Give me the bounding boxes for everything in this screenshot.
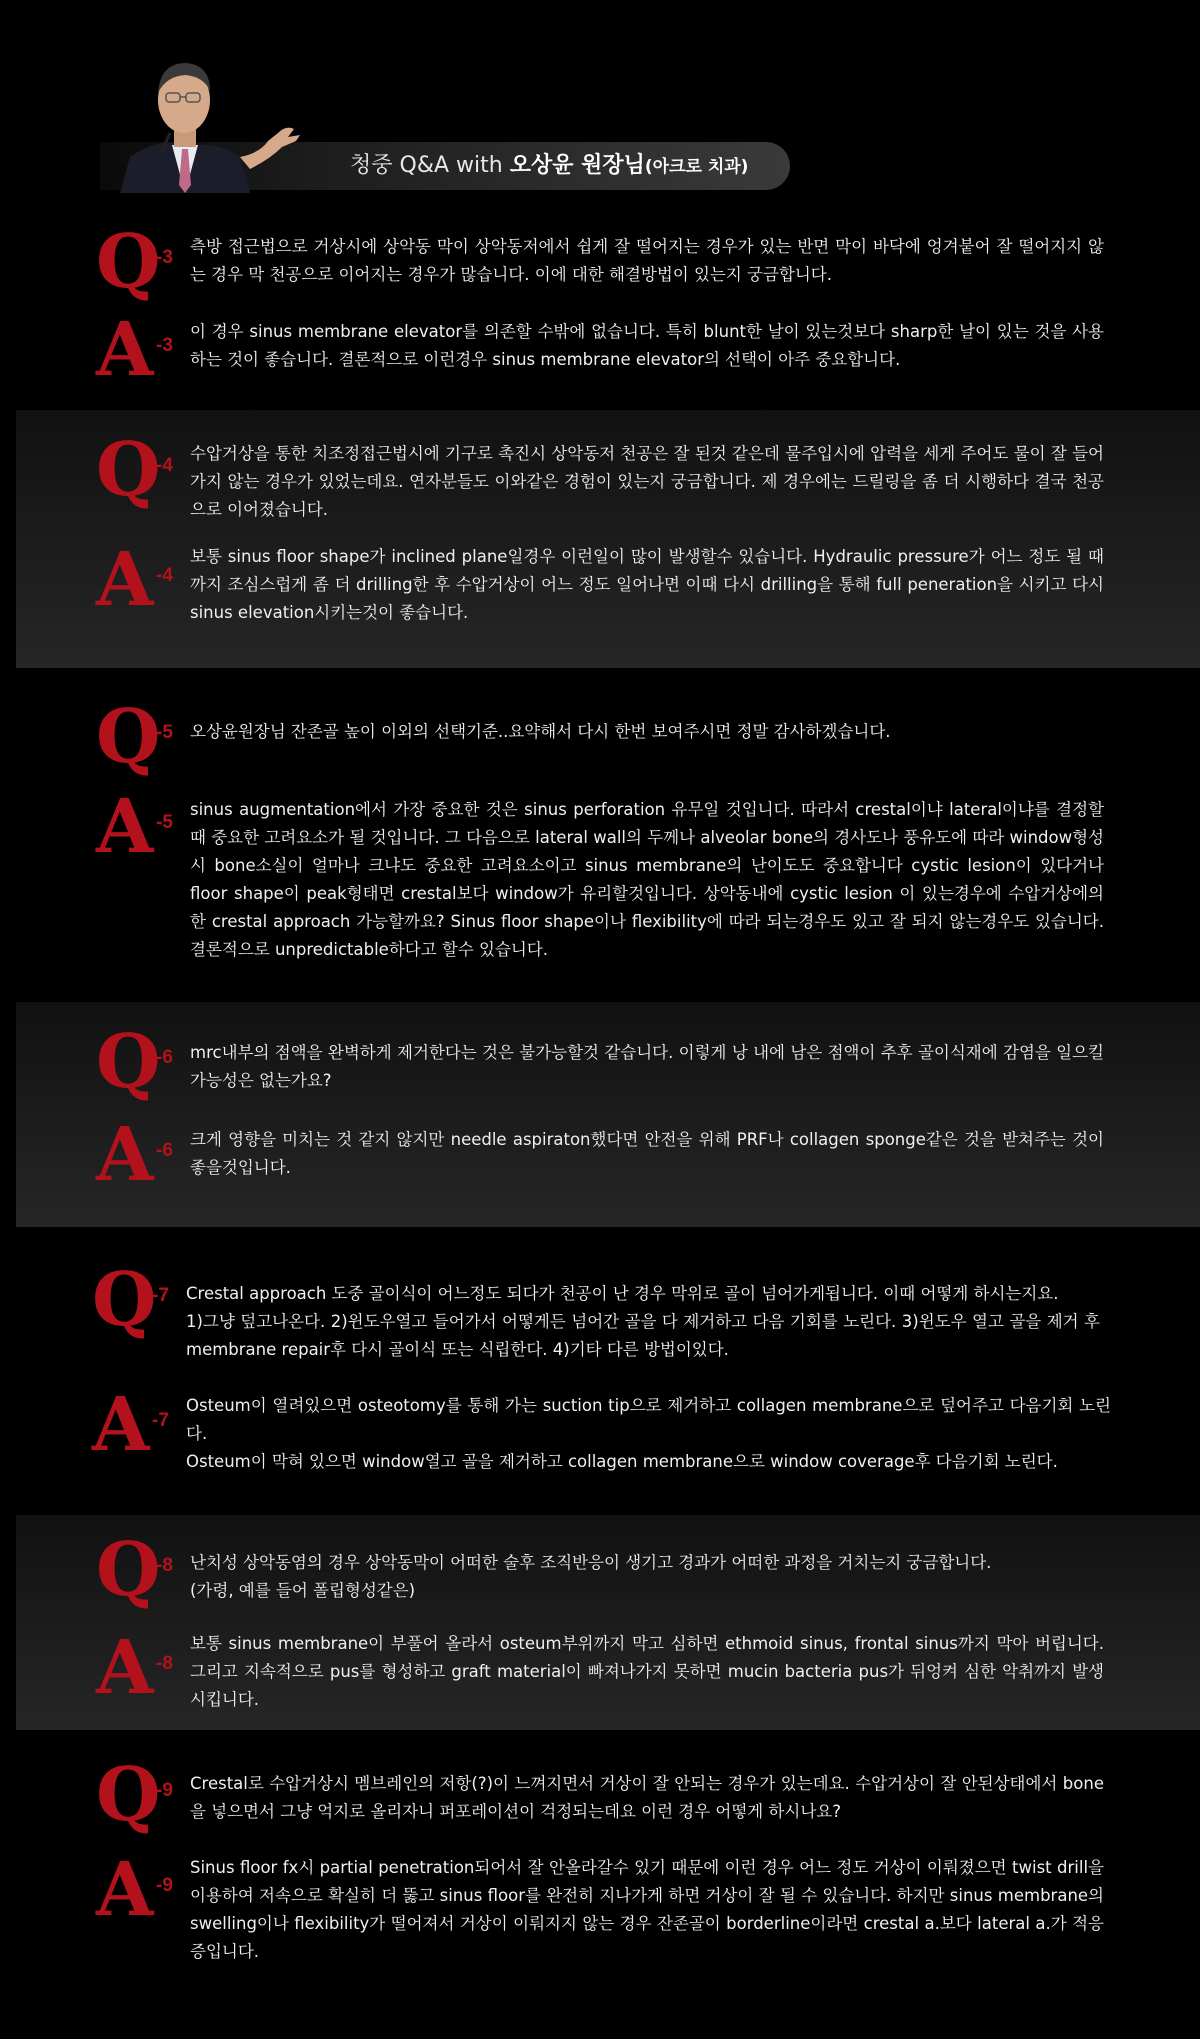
question-marker: Q -3 [96, 219, 173, 305]
question-text: mrc내부의 점액을 완벽하게 제거한다는 것은 불가능할것 같습니다. 이렇게 낭 내에 남은 점액이 추후 골이식재에 감염을 일으킬 가능성은 없는가요? [190, 1043, 1104, 1090]
answer-number: -6 [156, 1140, 173, 1161]
question-text: 난치성 상악동염의 경우 상악동막이 어떠한 술후 조직반응이 생기고 경과가 어떠한 과정을 거치는지 궁금합니다. (가령, 예를 들어 폴립형성같은) [190, 1553, 992, 1600]
speaker-photo [100, 45, 305, 193]
answer-text: Osteum이 열려있으면 osteotomy를 통해 가는 suction tip으로 제거하고 collagen membrane으로 덮어주고 다음기회 노린다. Osteum이 막혀 있으면 window열고 골을 제거하고 collagen membrane으로 window coverage후 다음기회 노린다. [186, 1396, 1111, 1471]
question-number: -7 [152, 1285, 169, 1306]
qa-section-6 [16, 1002, 1200, 1227]
qa-section-9 [0, 1745, 1200, 1975]
header [0, 0, 1200, 200]
speaker-name: 오상윤 원장님 [509, 153, 645, 178]
qa-section-7 [0, 1250, 1200, 1490]
clinic-name: (아크로 치과) [644, 157, 749, 177]
answer-text: 크게 영향을 미치는 것 같지 않지만 needle aspiraton했다면 안전을 위해 PRF나 collagen sponge같은 것을 받쳐주는 것이 좋을것입니다. [190, 1130, 1104, 1177]
answer-text: sinus augmentation에서 가장 중요한 것은 sinus perforation 유무일 것입니다. 따라서 crestal이냐 lateral이냐를 결정할 때 중요한 고려요소가 될 것입니다. 그 다음으로 lateral wall의 두께나 alveolar bone의 경사도나 풍유도에 따라 window형성 시 bone소실이 얼마나 크냐도 중요한 고려요소이고 sinus membrane의 난이도도 중요합니다 cystic lesion이 있다거나 floor shape이 peak형태면 crestal보다 window가 유리할것입니다. 상악동내에 cystic lesion 이 있는경우에 수압거상에의한 crestal approach 가능할까요? Sinus floor shape이나 flexibility에 따라 되는경우도 있고 잘 되지 않는경우도 있습니다. 결론적으로 unpredictable하다고 할수 있습니다. [190, 800, 1104, 959]
answer-number: -8 [156, 1653, 173, 1674]
qa-section-5 [0, 690, 1200, 990]
qa-section-8 [16, 1515, 1200, 1730]
answer-text: 보통 sinus floor shape가 inclined plane일경우 이런일이 많이 발생할수 있습니다. Hydraulic pressure가 어느 정도 될 때까지 조심스럽게 좀 더 drilling한 후 수압거상이 어느 정도 일어나면 이때 다시 drilling을 통해 full peneration을 시키고 다시 sinus elevation시키는것이 좋습니다. [190, 547, 1104, 622]
qa-section-3 [0, 215, 1200, 405]
question-marker: Q -5 [96, 694, 173, 780]
answer-marker: A -4 [96, 537, 173, 623]
question-marker: Q -8 [96, 1527, 173, 1613]
answer-number: -3 [156, 335, 173, 356]
answer-number: -9 [156, 1875, 173, 1896]
answer-text: Sinus floor fx시 partial penetration되어서 잘 안올라갈수 있기 때문에 이런 경우 어느 정도 거상이 이뤄졌으면 twist drill을 이용하여 저속으로 확실히 더 뚫고 sinus floor를 완전히 지나가게 하면 거상이 잘 될 수 있습니다. 하지만 sinus membrane의 swelling이나 flexibility가 떨어져서 거상이 이뤄지지 않는 경우 잔존골이 borderline이라면 crestal a.보다 lateral a.가 적응증입니다. [190, 1858, 1104, 1961]
answer-text: 보통 sinus membrane이 부풀어 올라서 osteum부위까지 막고 심하면 ethmoid sinus, frontal sinus까지 막아 버립니다. 그리고 지속적으로 pus를 형성하고 graft material이 빠져나가지 못하면 mucin bacteria pus가 뒤엉켜 심한 악취까지 발생시킵니다. [190, 1634, 1104, 1709]
question-number: -4 [156, 455, 173, 476]
question-number: -8 [156, 1555, 173, 1576]
answer-number: -4 [156, 565, 173, 586]
answer-marker: A -7 [92, 1382, 169, 1468]
question-text: 측방 접근법으로 거상시에 상악동 막이 상악동저에서 쉽게 잘 떨어지는 경우가 있는 반면 막이 바닥에 엉겨붙어 잘 떨어지지 않는 경우 막 천공으로 이어지는 경우가 많습니다. 이에 대한 해결방법이 있는지 궁금합니다. [190, 237, 1104, 284]
qa-section-4 [16, 410, 1200, 668]
question-number: -3 [156, 247, 173, 268]
question-text: 수압거상을 통한 치조정접근법시에 기구로 촉진시 상악동저 천공은 잘 된것 같은데 물주입시에 압력을 세게 주어도 물이 잘 들어가지 않는 경우가 있었는데요. 연자분들도 이와같은 경험이 있는지 궁금합니다. 제 경우에는 드릴링을 좀 더 시행하다 결국 천공으로 이어졌습니다. [190, 444, 1104, 519]
question-text: Crestal로 수압거상시 멤브레인의 저항(?)이 느껴지면서 거상이 잘 안되는 경우가 있는데요. 수압거상이 잘 안된상태에서 bone을 넣으면서 그냥 억지로 올리자니 퍼포레이션이 걱정되는데요 이런 경우 어떻게 하시나요? [190, 1774, 1104, 1821]
page-title [350, 149, 748, 183]
question-marker: Q -6 [96, 1019, 173, 1105]
question-marker: Q -7 [92, 1257, 169, 1343]
answer-number: -7 [152, 1410, 169, 1431]
question-marker: Q -4 [96, 427, 173, 513]
question-number: -5 [156, 722, 173, 743]
answer-number: -5 [156, 812, 173, 833]
answer-text: 이 경우 sinus membrane elevator를 의존할 수밖에 없습니다. 특히 blunt한 날이 있는것보다 sharp한 날이 있는 것을 사용하는 것이 좋습니다. 결론적으로 이런경우 sinus membrane elevator의 선택이 아주 중요합니다. [190, 322, 1104, 369]
question-marker: Q -9 [96, 1752, 173, 1838]
answer-marker: A -3 [96, 307, 173, 393]
title-prefix: 청중 Q&A with [350, 153, 510, 178]
answer-marker: A -8 [96, 1625, 173, 1711]
question-text: Crestal approach 도중 골이식이 어느정도 되다가 천공이 난 경우 막위로 골이 넘어가게됩니다. 이때 어떻게 하시는지요. 1)그냥 덮고나온다. 2)윈도우열고 들어가서 어떻게든 넘어간 골을 다 제거하고 다음 기회를 노린다. 3)윈도우 열고 골을 제거 후 membrane repair후 다시 골이식 또는 식립한다. 4)기타 다른 방법이있다. [186, 1284, 1100, 1359]
question-number: -6 [156, 1047, 173, 1068]
question-number: -9 [156, 1780, 173, 1801]
answer-marker: A -6 [96, 1112, 173, 1198]
answer-marker: A -5 [96, 784, 173, 870]
question-text: 오상윤원장님 잔존골 높이 이외의 선택기준..요약해서 다시 한번 보여주시면 정말 감사하겠습니다. [190, 722, 891, 741]
answer-marker: A -9 [96, 1847, 173, 1933]
